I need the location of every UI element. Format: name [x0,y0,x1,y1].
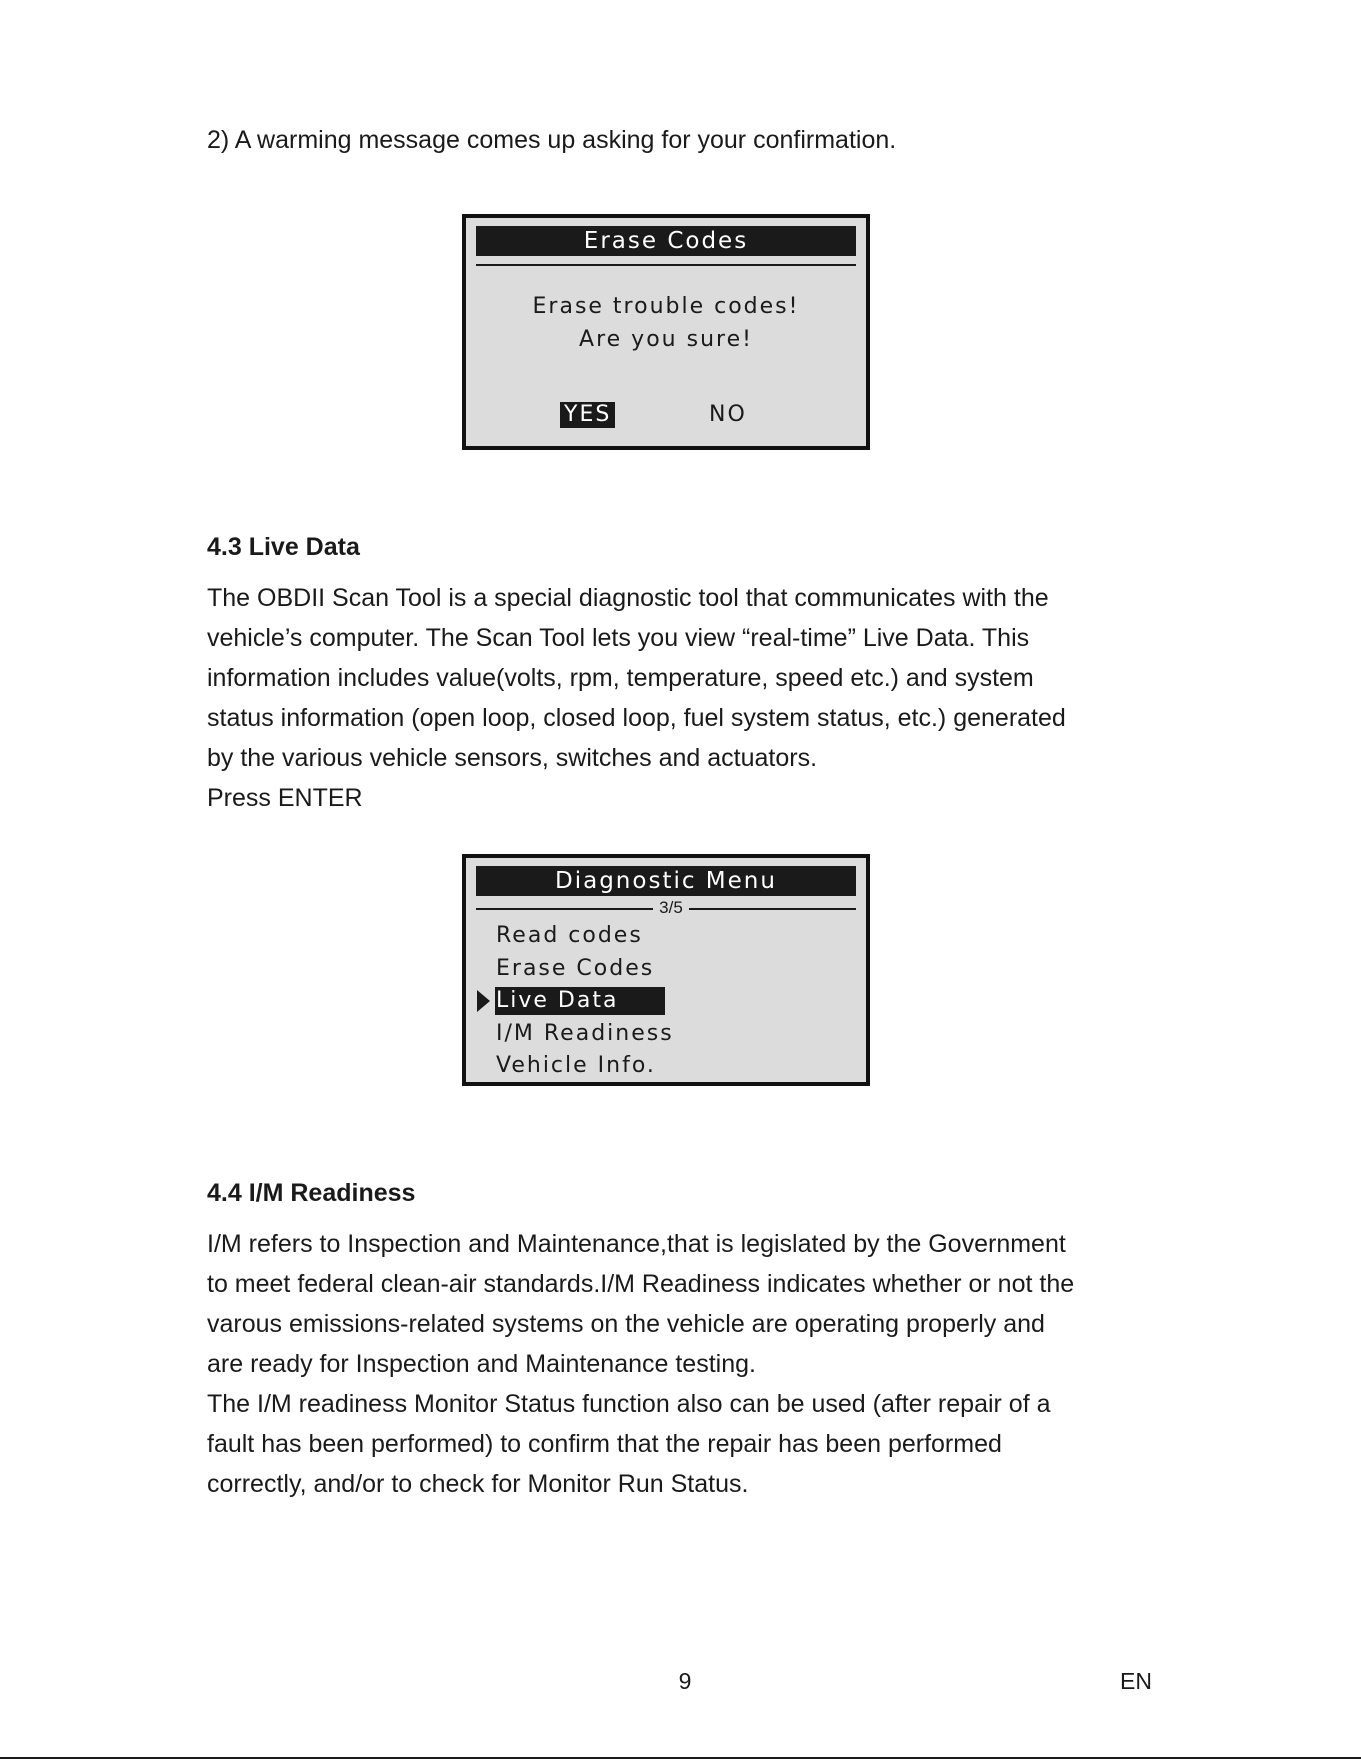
diag-menu-title: Diagnostic Menu [476,866,856,896]
paragraph-line: The I/M readiness Monitor Status function also can be used (after repair of a [207,1390,1051,1418]
selection-arrow-icon [477,990,490,1012]
menu-item-im-readiness[interactable]: I/M Readiness [496,1020,674,1046]
erase-screen-line1: Erase trouble codes! [532,294,800,319]
live-data-paragraph [207,578,1167,818]
paragraph-line: correctly, and/or to check for Monitor Run Status. [207,1470,749,1498]
paragraph-line: to meet federal clean-air standards.I/M Readiness indicates whether or not the [207,1270,1075,1298]
paragraph-line: by the various vehicle sensors, switches and actuators. [207,744,818,772]
diag-menu-list [466,920,866,1083]
page-number: 9 [678,1668,692,1694]
section-heading-live-data: 4.3 Live Data [207,533,360,561]
paragraph-line: Press ENTER [207,784,363,812]
im-readiness-paragraph [207,1224,1167,1504]
paragraph-line: The OBDII Scan Tool is a special diagnostic tool that communicates with the [207,584,1049,612]
no-button[interactable]: NO [709,402,747,427]
paragraph-line: I/M refers to Inspection and Maintenance,that is legislated by the Government [207,1230,1066,1258]
menu-item-live-data[interactable]: Live Data [466,985,866,1018]
paragraph-line: fault has been performed) to confirm that the repair has been performed [207,1430,1002,1458]
bottom-border [0,1757,1361,1759]
paragraph-line: are ready for Inspection and Maintenance testing. [207,1350,756,1378]
page-indicator: 3/5 [466,898,866,918]
erase-screen-line2: Are you sure! [579,327,753,352]
erase-screen-divider [476,264,856,266]
paragraph-line: information includes value(volts, rpm, temperature, speed etc.) and system [207,664,1034,692]
paragraph-line: status information (open loop, closed loop, fuel system status, etc.) generated [207,704,1066,732]
section-heading-im-readiness: 4.4 I/M Readiness [207,1179,416,1207]
menu-item-erase-codes[interactable]: Erase Codes [496,955,655,981]
intro-text: 2) A warming message comes up asking for your confirmation. [207,126,897,154]
menu-item-vehicle-info[interactable]: Vehicle Info. [496,1053,656,1078]
yes-button[interactable]: YES [560,402,615,428]
erase-screen-title: Erase Codes [476,226,856,256]
language-code: EN [1120,1668,1152,1694]
paragraph-line: varous emissions-related systems on the vehicle are operating properly and [207,1310,1045,1338]
diagnostic-menu-screen [462,854,870,1086]
paragraph-line: vehicle’s computer. The Scan Tool lets you view “real-time” Live Data. This [207,624,1030,652]
erase-codes-screen [462,214,870,450]
menu-item-read-codes[interactable]: Read codes [496,923,643,948]
